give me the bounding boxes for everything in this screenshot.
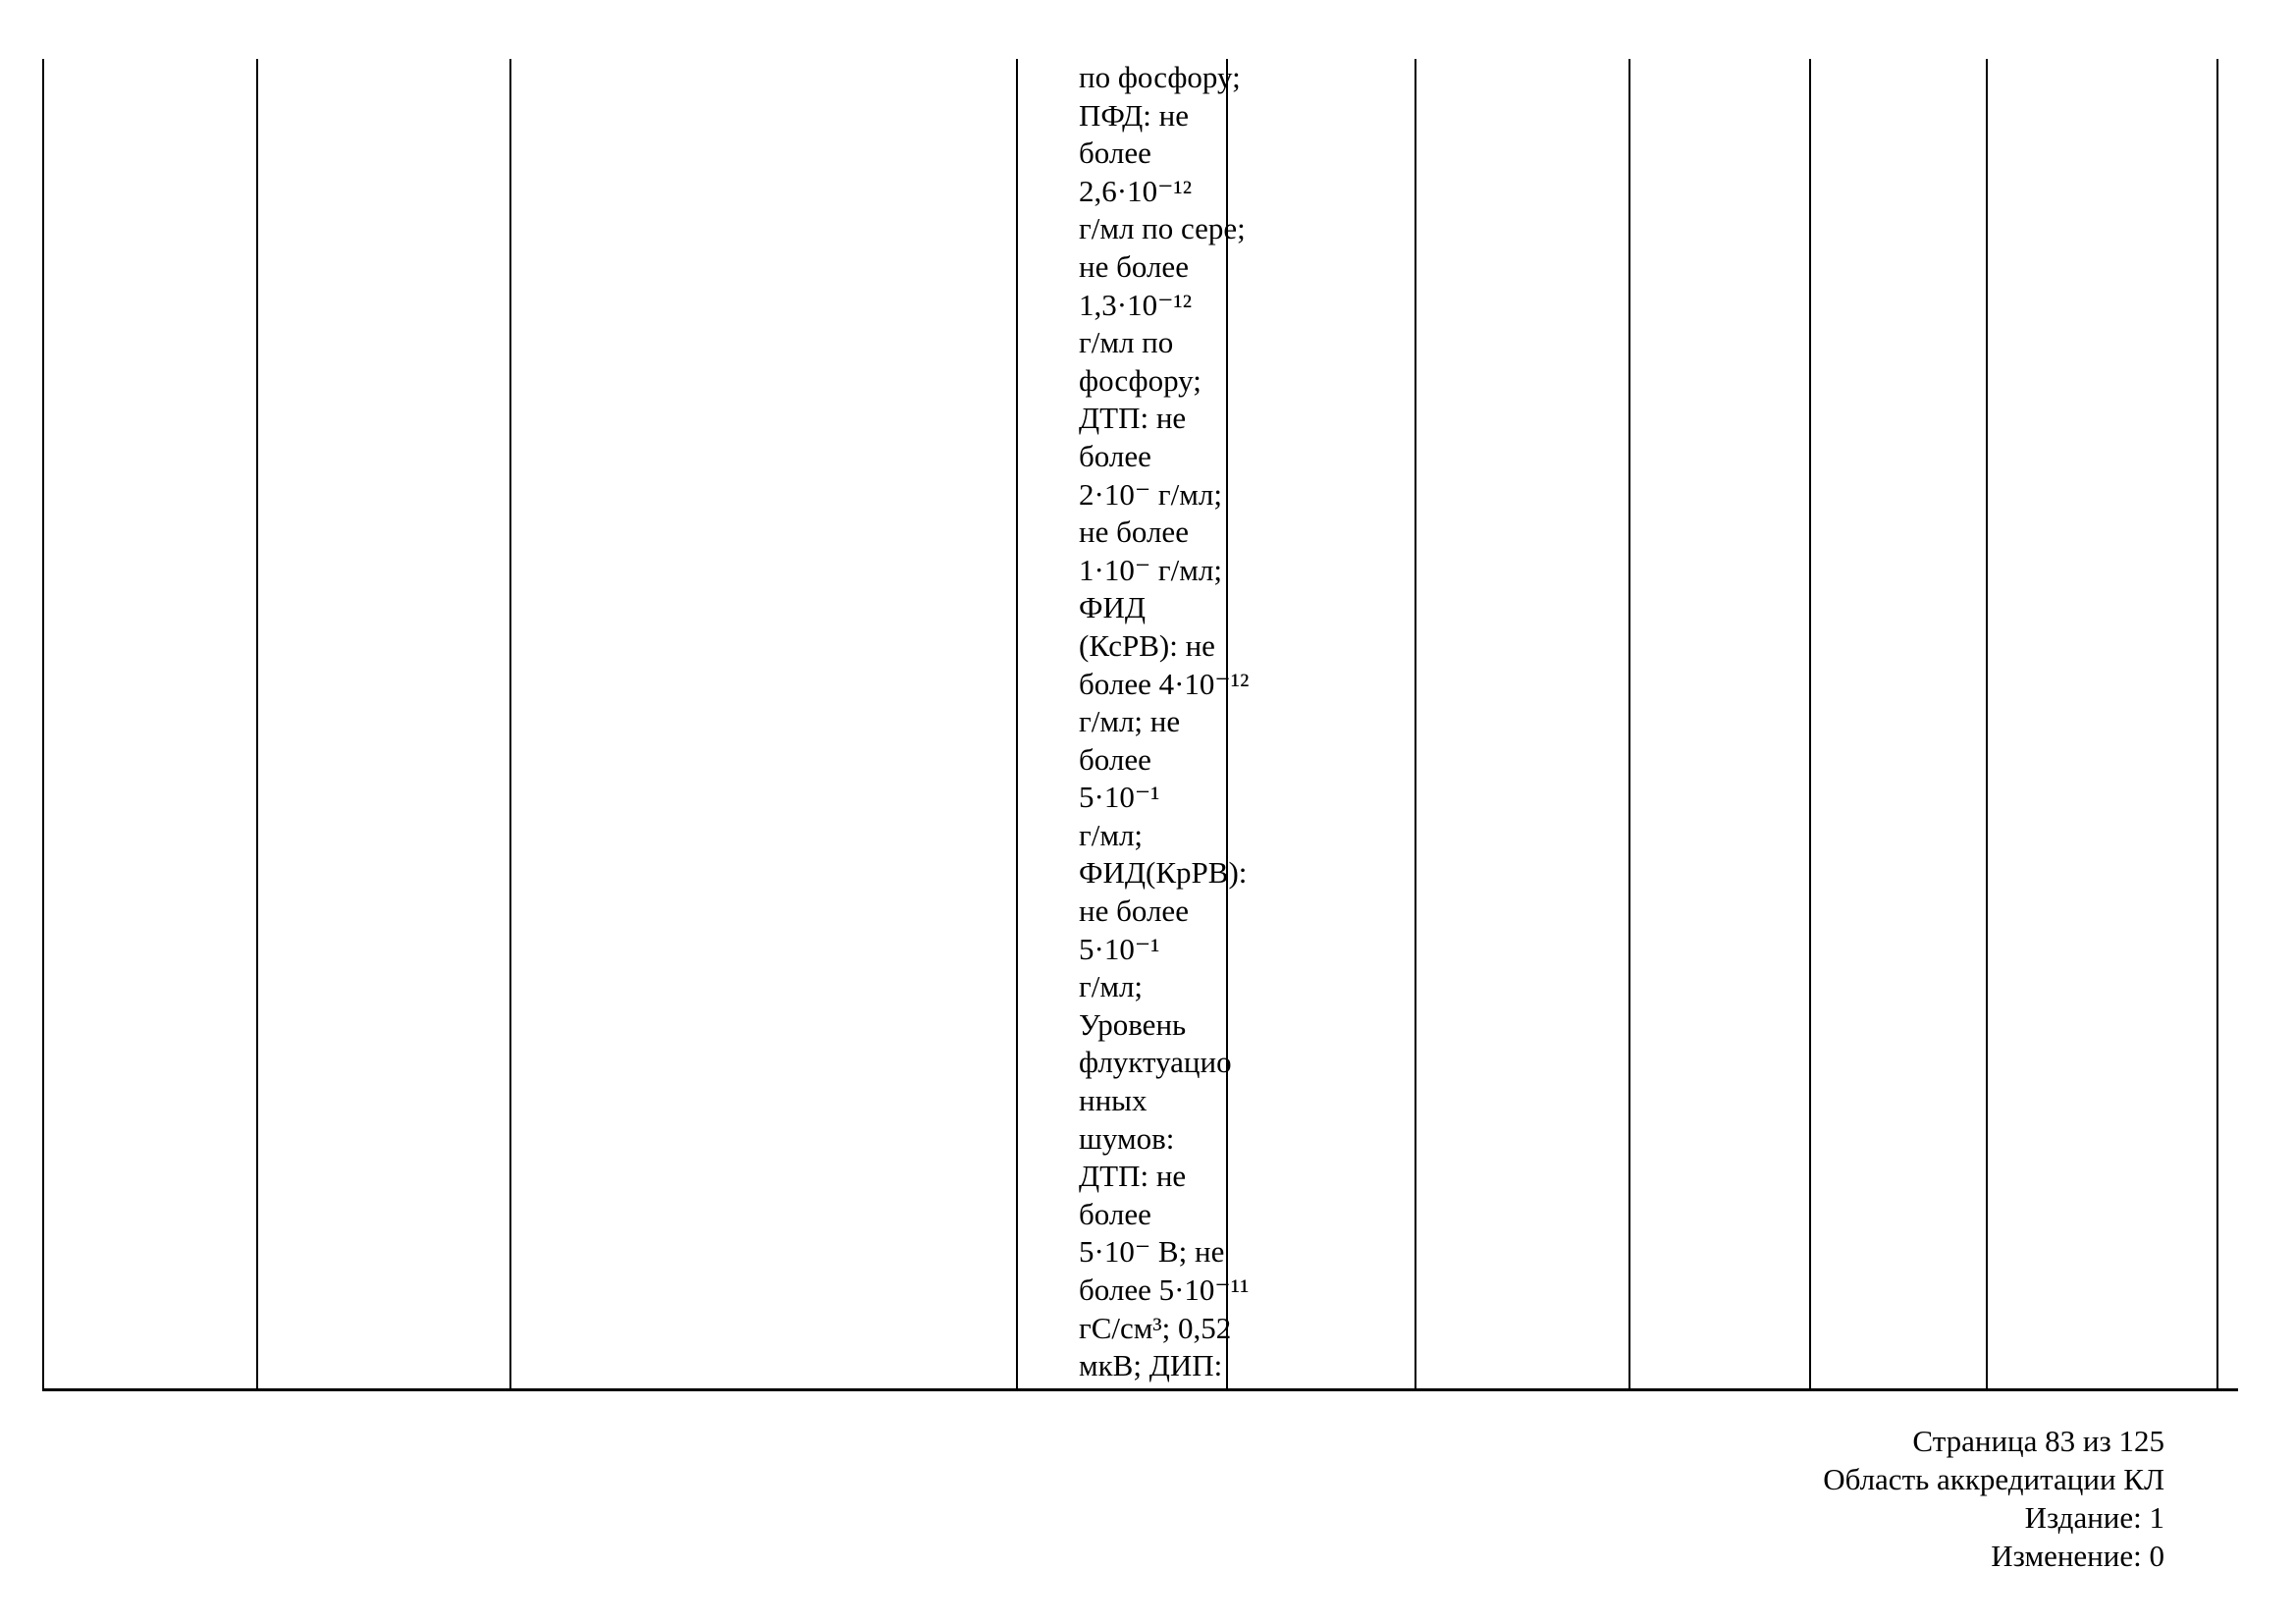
- cell-line: г/мл;: [1079, 969, 1144, 1004]
- cell-line: г/мл;: [1079, 817, 1144, 852]
- cell-line: флуктуацио: [1079, 1045, 1232, 1080]
- cell-line: 5·10⁻ В; не: [1079, 1234, 1225, 1270]
- column-divider: [1809, 59, 1811, 1391]
- edition-number: Издание: 1: [2024, 1500, 2164, 1535]
- cell-line: мкВ; ДИП:: [1079, 1348, 1223, 1383]
- cell-line: по фосфору;: [1079, 60, 1241, 94]
- cell-line: более: [1079, 741, 1151, 777]
- cell-line: более 4·10⁻¹²: [1079, 666, 1250, 701]
- cell-line: фосфору;: [1079, 362, 1201, 398]
- accreditation-table: [42, 59, 2238, 1391]
- cell-line: г/мл по сере;: [1079, 211, 1246, 246]
- cell-line: более: [1079, 135, 1151, 171]
- cell-line: ПФД: не: [1079, 97, 1190, 133]
- cell-line: шумов:: [1079, 1120, 1175, 1156]
- cell-line: ФИД: [1079, 590, 1147, 625]
- cell-line: Уровень: [1079, 1006, 1187, 1042]
- cell-line: не более: [1079, 248, 1189, 284]
- cell-line: более: [1079, 1196, 1151, 1231]
- cell-line: не более: [1079, 514, 1189, 550]
- cell-line: ДТП: не: [1079, 401, 1187, 436]
- cell-line: более 5·10⁻¹¹: [1079, 1272, 1250, 1307]
- column-divider: [42, 59, 44, 1391]
- column-divider: [1629, 59, 1630, 1391]
- cell-line: 2·10⁻ г/мл;: [1079, 476, 1222, 512]
- column-divider: [1415, 59, 1416, 1391]
- cell-line: (КсРВ): не: [1079, 627, 1215, 663]
- cell-line: г/мл; не: [1079, 704, 1181, 739]
- cell-line: не более: [1079, 893, 1189, 929]
- cell-line: 1·10⁻ г/мл;: [1079, 552, 1222, 587]
- page-number: Страница 83 из 125: [1912, 1424, 2164, 1458]
- cell-line: нных: [1079, 1083, 1148, 1118]
- column-divider: [1016, 59, 1018, 1391]
- page-footer: [1823, 1422, 2164, 1575]
- column-divider: [2216, 59, 2218, 1391]
- document-scope: Область аккредитации КЛ: [1823, 1462, 2164, 1496]
- cell-line: 5·10⁻¹: [1079, 780, 1160, 815]
- cell-line: 1,3·10⁻¹²: [1079, 287, 1193, 322]
- cell-line: 5·10⁻¹: [1079, 931, 1160, 966]
- cell-line: г/мл по: [1079, 325, 1174, 360]
- change-number: Изменение: 0: [1991, 1539, 2164, 1573]
- column-divider: [509, 59, 511, 1391]
- cell-line: ФИД(КрРВ):: [1079, 855, 1248, 891]
- detection-limits-cell: [1079, 59, 1275, 1385]
- column-divider: [1986, 59, 1988, 1391]
- cell-line: гС/см³; 0,52: [1079, 1310, 1232, 1345]
- column-divider: [256, 59, 258, 1391]
- cell-line: более: [1079, 438, 1151, 473]
- cell-line: ДТП: не: [1079, 1159, 1187, 1194]
- cell-line: 2,6·10⁻¹²: [1079, 173, 1193, 208]
